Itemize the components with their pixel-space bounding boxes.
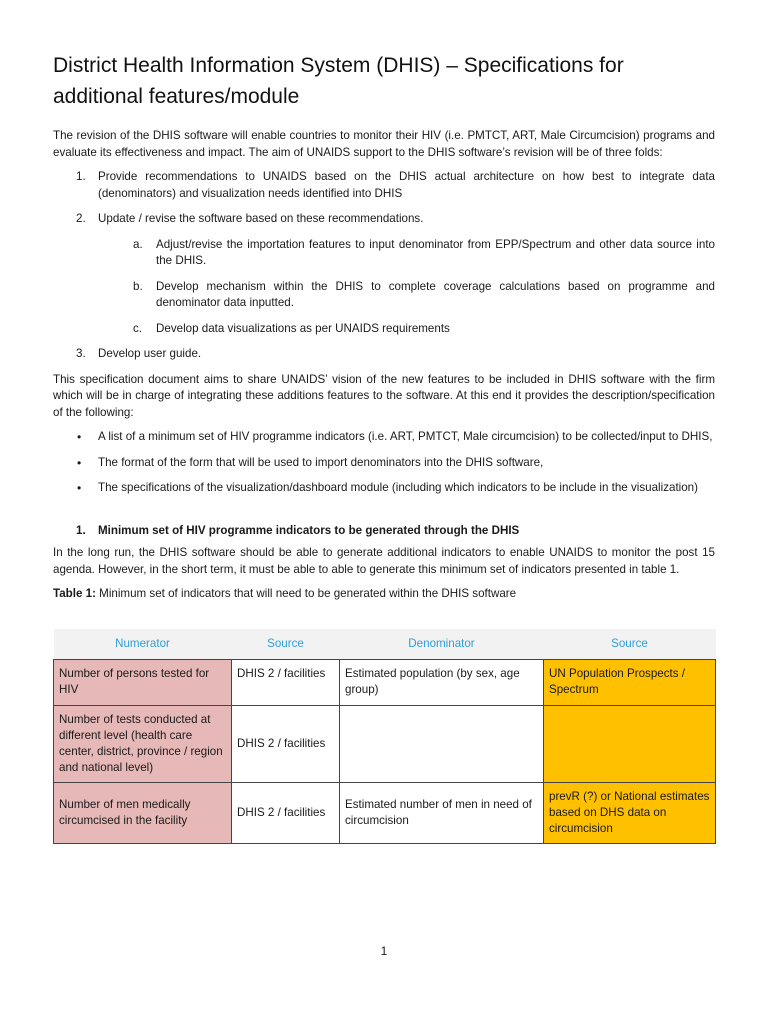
section-title: Minimum set of HIV programme indicators to be generated through the DHIS: [98, 523, 520, 537]
list-text: Develop user guide.: [98, 347, 202, 360]
list-text: Provide recommendations to UNAIDS based on the DHIS actual architecture on how best to integrate data (denominators) and visualization needs identified into DHIS: [98, 170, 715, 200]
list-number: 3.: [76, 347, 86, 360]
bullet-item: [53, 429, 715, 446]
sub-list-text: Develop data visualizations as per UNAIDS requirements: [156, 321, 450, 335]
document-title: District Health Information System (DHIS) – Specifications for additional features/module: [53, 54, 624, 108]
bullet-text: The specifications of the visualization/dashboard module (including which indicators to be include in the visualization): [98, 481, 698, 494]
table-caption-label: Table 1:: [53, 587, 96, 600]
table-caption-text: Minimum set of indicators that will need to be generated within the DHIS software: [95, 587, 517, 600]
header-source: Source: [544, 629, 716, 660]
numerator-cell: Number of tests conducted at different level (health care center, district, province / region and national level): [54, 705, 232, 782]
header-denominator: Denominator: [340, 629, 544, 660]
denominator-cell: [340, 705, 544, 782]
source-cell: DHIS 2 / facilities: [232, 659, 340, 705]
sub-list-text: Adjust/revise the importation features to input denominator from EPP/Spectrum and other data source into the DHIS.: [156, 237, 715, 267]
sub-list-letter: b.: [133, 279, 143, 293]
denominator-cell: Estimated population (by sex, age group): [340, 659, 544, 705]
spec-paragraph: This specification document aims to share UNAIDS’ vision of the new features to be included in DHIS software with the firm which will be in charge of integrating these additions features to the software. At this end it provides the description/specification of the following:: [53, 372, 715, 419]
header-numerator: Numerator: [54, 629, 232, 660]
sub-list-item: [53, 321, 715, 338]
sub-list-text: Develop mechanism within the DHIS to complete coverage calculations based on programme and denominator data inputted.: [156, 279, 715, 309]
denominator-source-cell: UN Population Prospects / Spectrum: [544, 659, 716, 705]
numerator-cell: Number of persons tested for HIV: [54, 659, 232, 705]
intro-paragraph: The revision of the DHIS software will enable countries to monitor their HIV (i.e. PMTCT, ART, Male Circumcision) programs and evaluate its effectiveness and impact. The aim of UNAIDS support to the DHIS software’s revision will be of three folds:: [53, 129, 715, 159]
table-row: [54, 659, 716, 705]
denominator-cell: Estimated number of men in need of circumcision: [340, 782, 544, 843]
denominator-source-cell: prevR (?) or National estimates based on DHS data on circumcision: [544, 782, 716, 843]
numerator-cell: Number of men medically circumcised in the facility: [54, 782, 232, 843]
sub-list-letter: c.: [133, 321, 143, 335]
bullet-item: [53, 455, 715, 472]
long-run-paragraph: In the long run, the DHIS software should be able to generate additional indicators to enable UNAIDS to monitor the post 15 agenda. However, in the short term, it must be able to able to generate this minimum set of indicators presented in table 1.: [53, 546, 715, 576]
bullet-text: The format of the form that will be used to import denominators into the DHIS software,: [98, 455, 544, 469]
header-source: Source: [232, 629, 340, 660]
bullet-icon: •: [77, 430, 82, 444]
section-number: 1.: [76, 523, 86, 537]
list-item: [53, 169, 715, 202]
source-cell: DHIS 2 / facilities: [232, 782, 340, 843]
section-heading: [53, 523, 715, 540]
bullet-icon: •: [77, 455, 82, 470]
source-cell: DHIS 2 / facilities: [232, 705, 340, 782]
list-number: 1.: [76, 170, 86, 183]
table-header-row: [54, 629, 716, 660]
table-row: [54, 782, 716, 843]
page-number: 1: [380, 944, 388, 958]
table-row: [54, 705, 716, 782]
list-item: [53, 346, 715, 363]
indicator-table: [53, 629, 716, 844]
list-number: 2.: [76, 212, 86, 225]
sub-list-item: [53, 279, 715, 312]
list-text: Update / revise the software based on these recommendations.: [98, 212, 424, 225]
bullet-text: A list of a minimum set of HIV programme indicators (i.e. ART, PMTCT, Male circumcision) to be collected/input to DHIS,: [98, 430, 713, 443]
document-page: [53, 50, 715, 844]
bullet-item: [53, 480, 715, 497]
bullet-icon: •: [77, 481, 82, 495]
denominator-source-cell: [544, 705, 716, 782]
sub-list-item: [53, 237, 715, 270]
list-item: [53, 211, 715, 228]
table-caption: [53, 586, 715, 603]
sub-list-letter: a.: [133, 237, 143, 251]
